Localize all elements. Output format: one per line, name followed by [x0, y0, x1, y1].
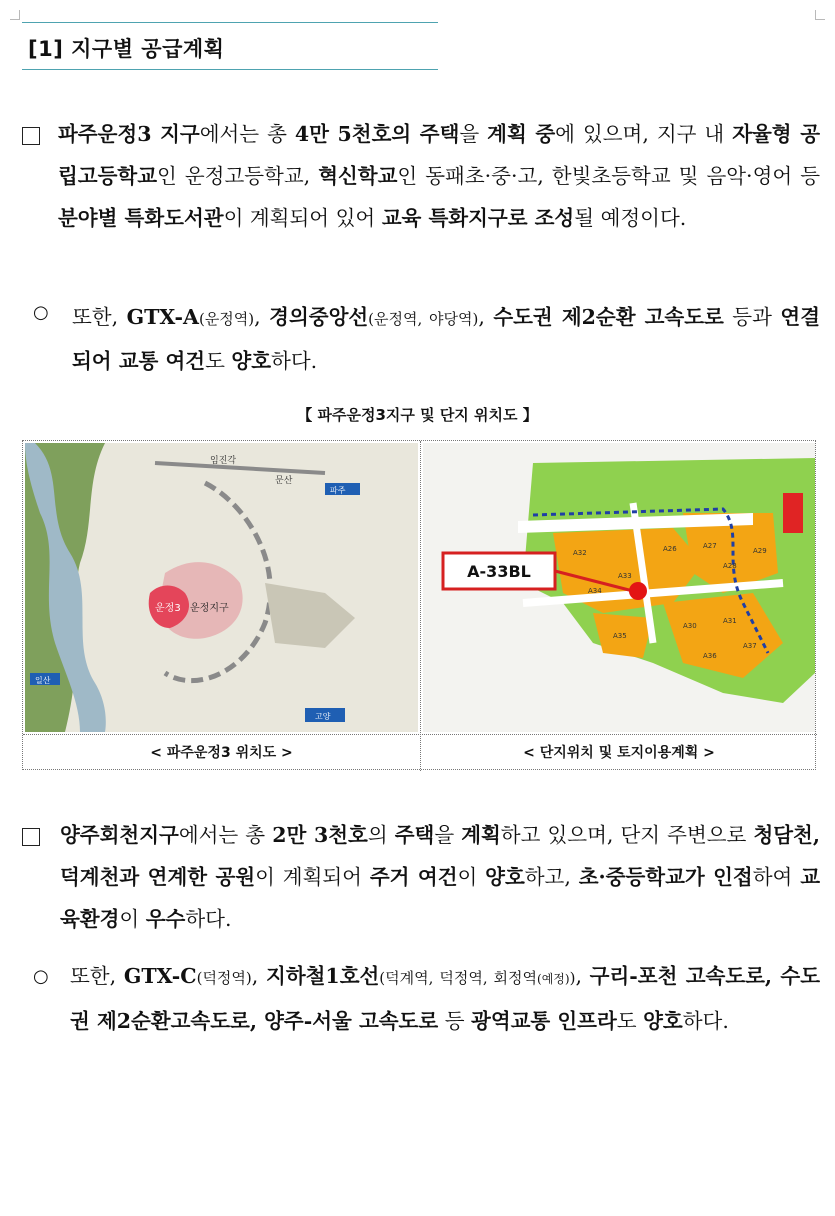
text-run: 의 [367, 823, 395, 847]
text-run: 연결되어 교통 여건 [72, 305, 820, 373]
page-corner-mark-right [815, 10, 825, 20]
circle-bullet-icon: ○ [33, 966, 49, 987]
text-run: 하고 있으며, 단지 주변으로 [500, 823, 754, 847]
left-map-caption: < 파주운정3 위치도 > [150, 745, 293, 761]
location-map-image [25, 443, 418, 732]
map-parcel-label: A26 [663, 545, 677, 553]
figure-caption: 【 파주운정3지구 및 단지 위치도 】 [297, 406, 538, 424]
paju-main-paragraph [58, 113, 820, 239]
map-parcel-label: A32 [573, 549, 587, 557]
section-title: [1] 지구별 공급계획 [28, 37, 225, 61]
figure-row-divider [23, 734, 817, 735]
map-callout-label: A-33BL [467, 562, 531, 581]
map-parcel-label: A34 [588, 587, 602, 595]
text-run: 될 예정이다. [574, 206, 687, 230]
text-run: 교육 특화지구로 조성 [381, 206, 575, 230]
text-run: 하다. [271, 349, 318, 373]
map-place-label: 임진각 [210, 456, 237, 466]
text-run: 하고, [524, 865, 579, 889]
text-run: 초·중등학교가 인접 [578, 865, 753, 889]
text-run: GTX-C [123, 964, 197, 988]
text-run: 양호 [485, 865, 525, 889]
text-run: 우수 [145, 907, 186, 931]
text-run: 광역교통 인프라 [471, 1009, 617, 1033]
map-district-label: 운정지구 [190, 603, 229, 614]
text-run: 에서는 총 [199, 122, 295, 146]
text-run: 인 운정고등학교, [157, 164, 319, 188]
right-map-caption: < 단지위치 및 토지이용계획 > [523, 745, 715, 761]
site-land-use-map [423, 443, 815, 732]
figure-table [22, 440, 816, 770]
text-run: , [478, 305, 494, 329]
text-run: , [575, 964, 590, 988]
text-run: 주거 여건 [369, 865, 458, 889]
map-parcel-label: A36 [703, 652, 717, 660]
text-run: GTX-A [126, 305, 199, 329]
map-parcel-label: A28 [723, 562, 737, 570]
text-run: 등 [438, 1009, 472, 1033]
map-place-label: 문산 [275, 476, 293, 486]
text-run: 자율형 공립고등학교 [58, 122, 821, 188]
text-run: 을 [459, 122, 488, 146]
text-run: 청담천, 덕계천과 연계한 공원 [60, 823, 820, 889]
text-run: 파주운정3 지구 [58, 122, 200, 146]
map-parcel-label: A29 [753, 547, 767, 555]
text-run: 양호 [231, 349, 272, 373]
text-run: 등과 [723, 305, 781, 329]
text-run: 혁신학교 [318, 164, 398, 188]
text-run: 을 [434, 823, 462, 847]
map-place-label: 일산 [35, 676, 51, 685]
text-run: 인 동패초·중·고, 한빛초등학교 및 음악·영어 등 [397, 164, 820, 188]
text-run: 또한, [72, 305, 127, 329]
text-run: 주택 [394, 823, 435, 847]
text-run: 2만 3천호 [272, 823, 368, 847]
text-run: 경의중앙선 [269, 305, 369, 329]
text-run: (덕계역, 덕정역, 회정역 [379, 969, 538, 987]
text-run: 양주회천지구 [60, 823, 179, 847]
map-site-label: 운정3 [155, 603, 181, 614]
text-run: (덕정역) [196, 969, 252, 987]
text-run: 양호 [643, 1009, 683, 1033]
text-run: , [251, 964, 267, 988]
text-run: 도 [616, 1009, 644, 1033]
map-commercial-block [783, 493, 803, 533]
text-run: 에 있으며, 지구 내 [555, 122, 733, 146]
land-use-map-image [423, 443, 815, 732]
map-parcel-label: A27 [703, 542, 717, 550]
text-run: ) [569, 969, 576, 987]
text-run: (예정) [537, 972, 570, 986]
text-run: 구리-포천 고속도로, 수도권 제2순환고속도로, 양주-서울 고속도로 [70, 964, 820, 1033]
text-run: 또한, [70, 964, 124, 988]
text-run: , [254, 305, 270, 329]
figure-column-divider [420, 441, 421, 771]
yangju-main-paragraph [60, 814, 820, 940]
map-place-label: 파주 [330, 486, 346, 495]
map-parcel-label: A30 [683, 622, 697, 630]
text-run: 4만 5천호의 주택 [294, 122, 460, 146]
circle-bullet-icon: ○ [33, 302, 49, 323]
text-run: 이 [119, 907, 146, 931]
text-run: 도 [205, 349, 232, 373]
text-run: (운정역, 야당역) [368, 310, 479, 328]
map-parcel-label: A31 [723, 617, 737, 625]
yangju-sub-paragraph [70, 955, 820, 1042]
text-run: 하다. [682, 1009, 729, 1033]
text-run: 계획 [461, 823, 501, 847]
map-parcel-label: A35 [613, 632, 627, 640]
map-site-marker [629, 582, 647, 600]
checkbox-square-icon [22, 127, 40, 145]
page-corner-mark-left [10, 10, 20, 20]
map-parcel-label: A33 [618, 572, 632, 580]
map-place-label: 고양 [315, 712, 331, 721]
text-run: 계획 중 [487, 122, 556, 146]
section-heading [22, 22, 438, 70]
text-run: 지하철1호선 [266, 964, 380, 988]
text-run: 에서는 총 [178, 823, 273, 847]
checkbox-square-icon [22, 828, 40, 846]
paju-location-map [25, 443, 418, 732]
text-run: 이 [457, 865, 486, 889]
text-run: (운정역) [198, 310, 255, 328]
text-run: 교육환경 [60, 865, 820, 931]
text-run: 이 계획되어 있어 [223, 206, 382, 230]
paju-sub-paragraph [72, 296, 820, 382]
map-parcel-label: A37 [743, 642, 757, 650]
text-run: 수도권 제2순환 고속도로 [493, 305, 724, 329]
text-run: 이 계획되어 [255, 865, 370, 889]
text-run: 하다. [185, 907, 232, 931]
text-run: 하여 [752, 865, 801, 889]
text-run: 분야별 특화도서관 [58, 206, 224, 230]
